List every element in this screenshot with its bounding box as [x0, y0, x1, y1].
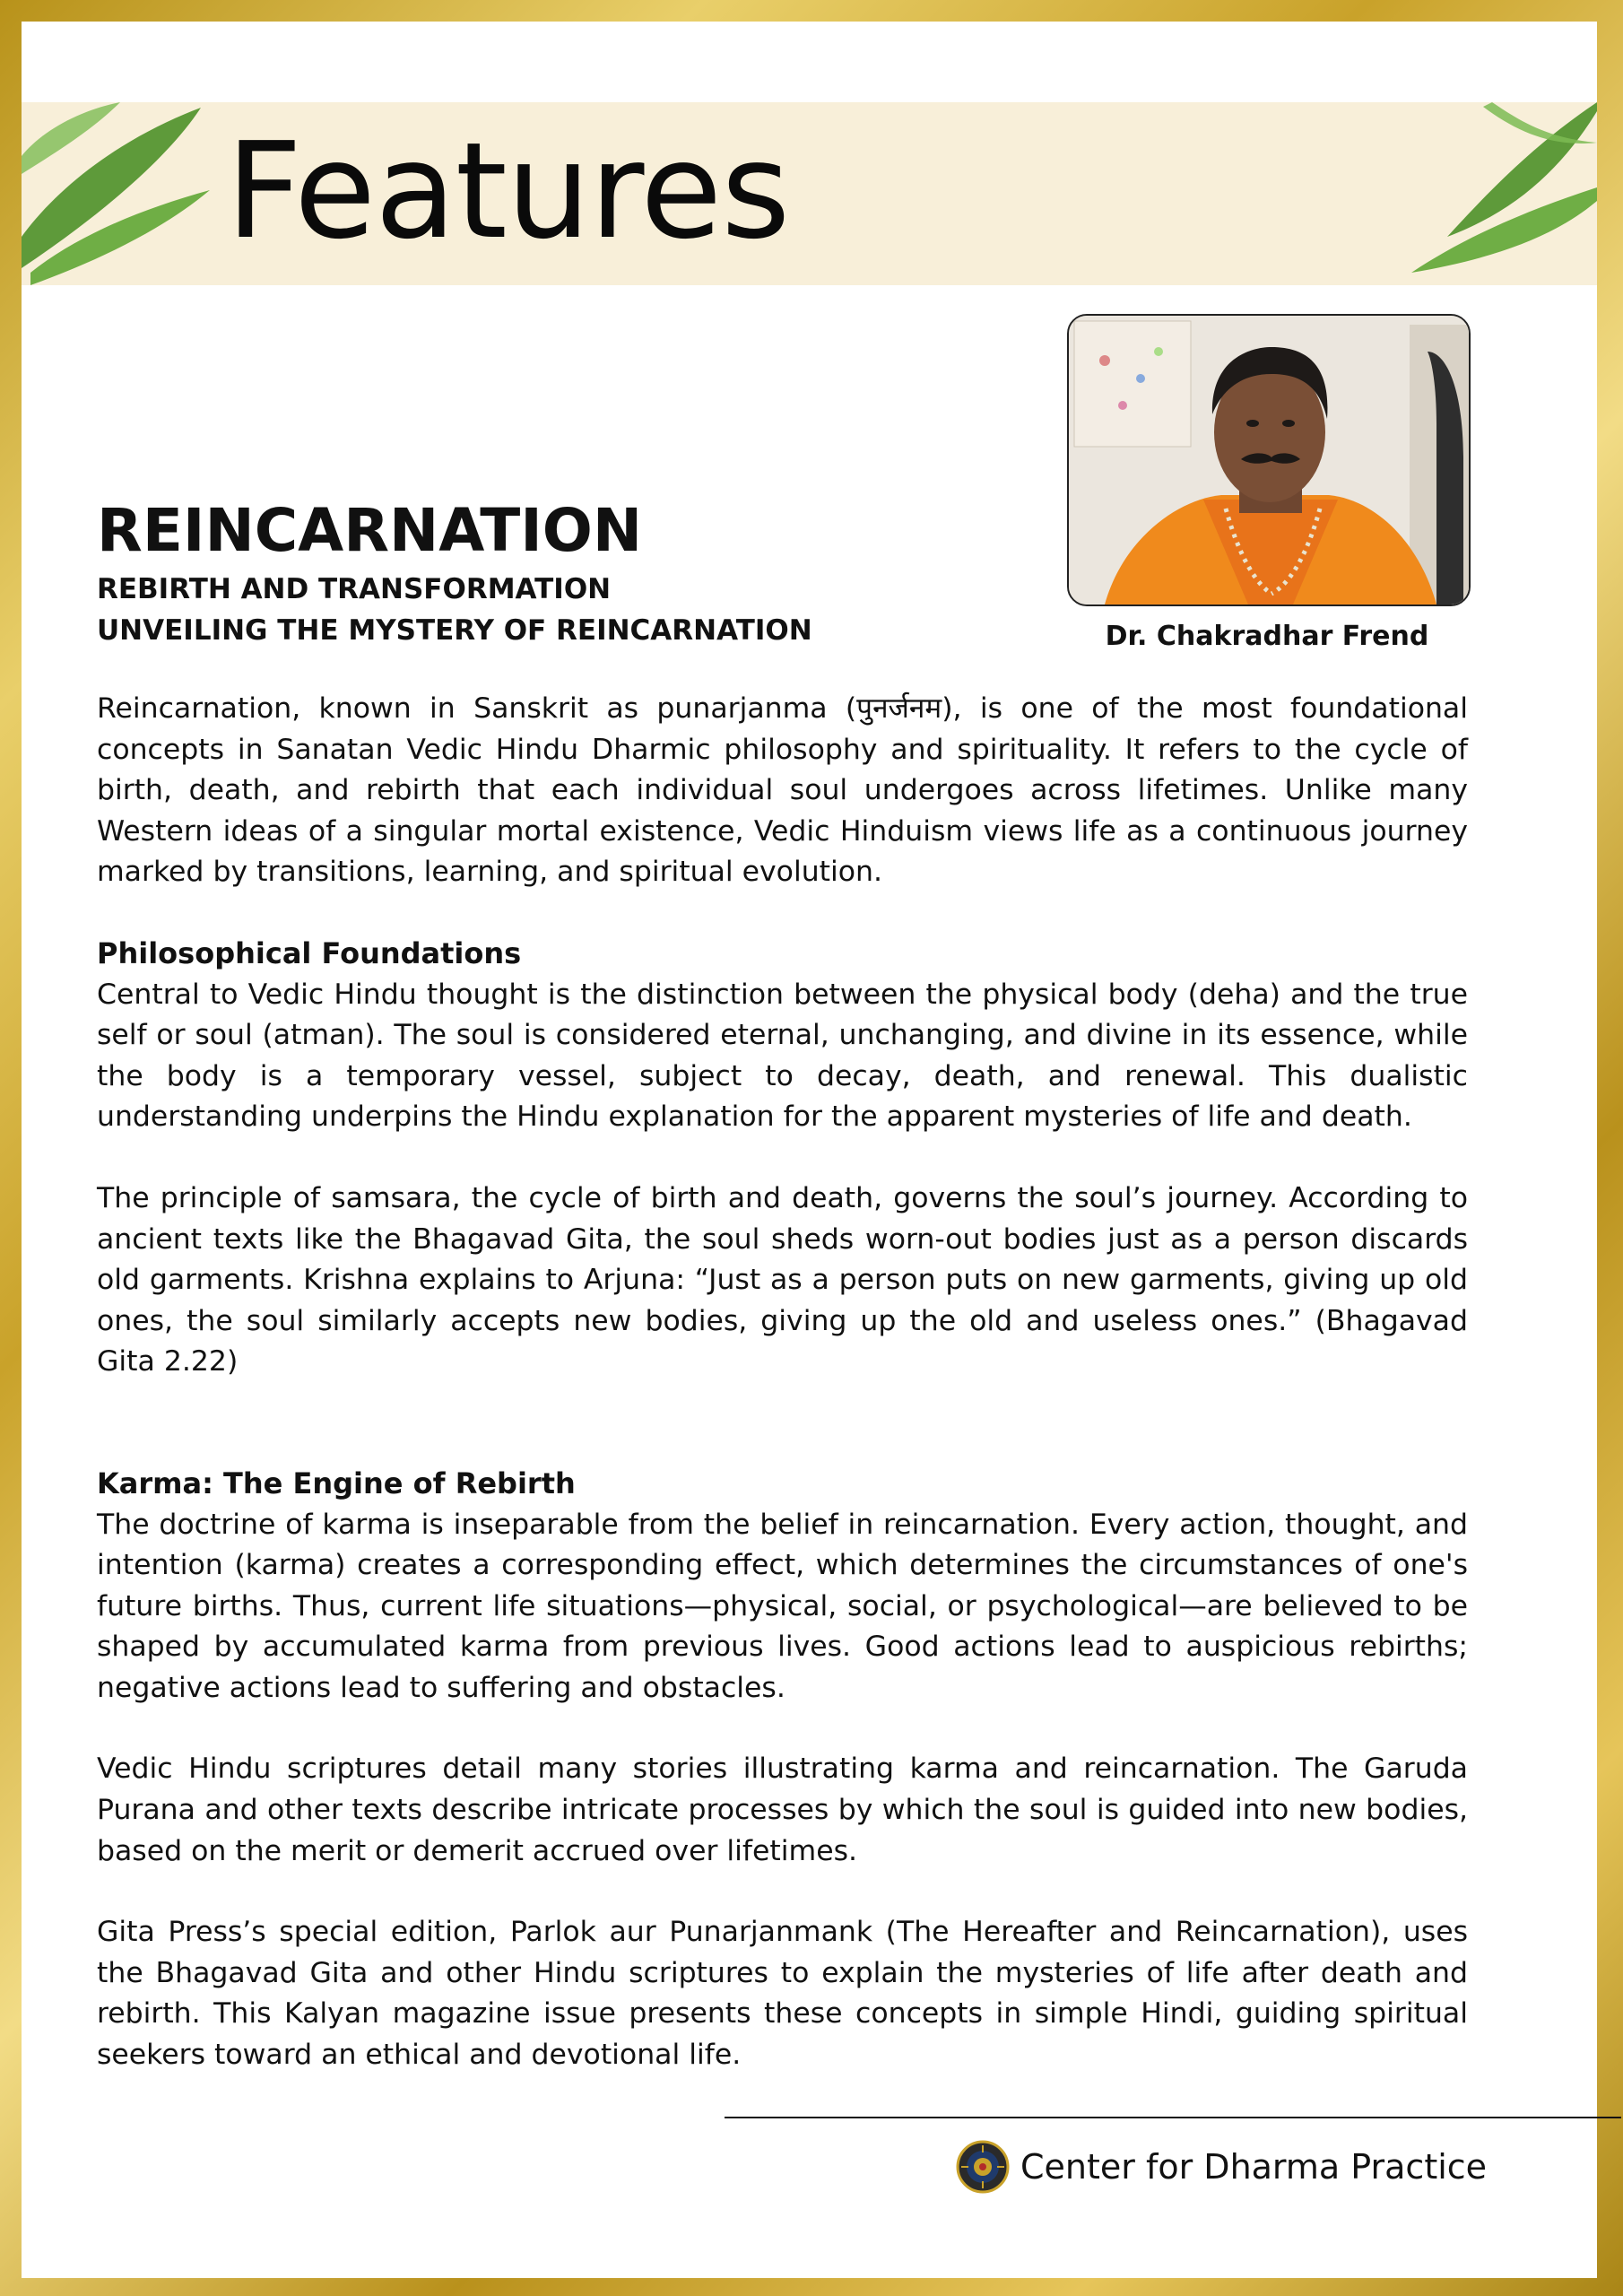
features-banner [22, 102, 1597, 285]
paragraph: Central to Vedic Hindu thought is the distinction between the physical body (deha) and the true self or soul (atman). The soul is considered eternal, unchanging, and divine in its essence, while the body is a temporary vessel, subject to decay, death, and renewal. This dualistic understanding underpins the Hindu explanation for the apparent mysteries of life and death. [97, 978, 1468, 1134]
section-heading-philosophical-foundations: Philosophical Foundations [97, 935, 522, 970]
page [22, 22, 1597, 2278]
paragraph: The principle of samsara, the cycle of birth and death, governs the soul’s journey. According to ancient texts like the Bhagavad Gita, the soul sheds worn-out bodies just as a person discards old garments. Krishna explains to Arjuna: “Just as a person puts on new garments, giving up old ones, the soul similarly accepts new bodies, giving up the old and useless ones.” (Bhagavad Gita 2.22) [97, 1181, 1468, 1378]
paragraph: Vedic Hindu scriptures detail many stories illustrating karma and reincarnation. The Garuda Purana and other texts describe intricate processes by which the soul is guided into new bodies, based on the merit or demerit accrued over lifetimes. [97, 1752, 1468, 1867]
footer-divider [725, 2117, 1621, 2118]
footer [956, 2140, 1487, 2194]
leaf-decoration-left-icon [22, 102, 237, 285]
article-subheading-secondary: UNVEILING THE MYSTERY OF REINCARNATION [97, 614, 812, 647]
author-caption: Dr. Chakradhar Frend [1105, 621, 1429, 652]
banner-title: Features [226, 114, 790, 268]
paragraph: The doctrine of karma is inseparable from the belief in reincarnation. Every action, thought, and intention (karma) creates a corresponding effect, which determines the circumstances of one's future births. Thus, current life situations—physical, social, or psychological—are believed to be shaped by accumulated karma from previous lives. Good actions lead to auspicious rebirths; negative actions lead to suffering and obstacles. [97, 1508, 1468, 1704]
article-body [97, 689, 1468, 2076]
footer-org-name: Center for Dharma Practice [1020, 2147, 1488, 2187]
article-headline: REINCARNATION [97, 496, 643, 565]
leaf-decoration-right-icon [1384, 102, 1597, 285]
dharma-emblem-icon [956, 2140, 1010, 2194]
author-photo [1067, 314, 1471, 606]
section-heading-karma: Karma: The Engine of Rebirth [97, 1465, 576, 1500]
paragraph: Gita Press’s special edition, Parlok aur Punarjanmank (The Hereafter and Reincarnation), uses the Bhagavad Gita and other Hindu scriptures to explain the mysteries of life after death and rebirth. This Kalyan magazine issue presents these concepts in simple Hindi, guiding spiritual seekers toward an ethical and devotional life. [97, 1916, 1468, 2072]
intro-paragraph: Reincarnation, known in Sanskrit as punarjanma (पुनर्जनम), is one of the most foundational concepts in Sanatan Vedic Hindu Dharmic philosophy and spirituality. It refers to the cycle of birth, death, and rebirth that each individual soul undergoes across lifetimes. Unlike many Western ideas of a singular mortal existence, Vedic Hinduism views life as a continuous journey marked by transitions, learning, and spiritual evolution. [97, 692, 1468, 889]
article-subheading: REBIRTH AND TRANSFORMATION [97, 573, 612, 605]
